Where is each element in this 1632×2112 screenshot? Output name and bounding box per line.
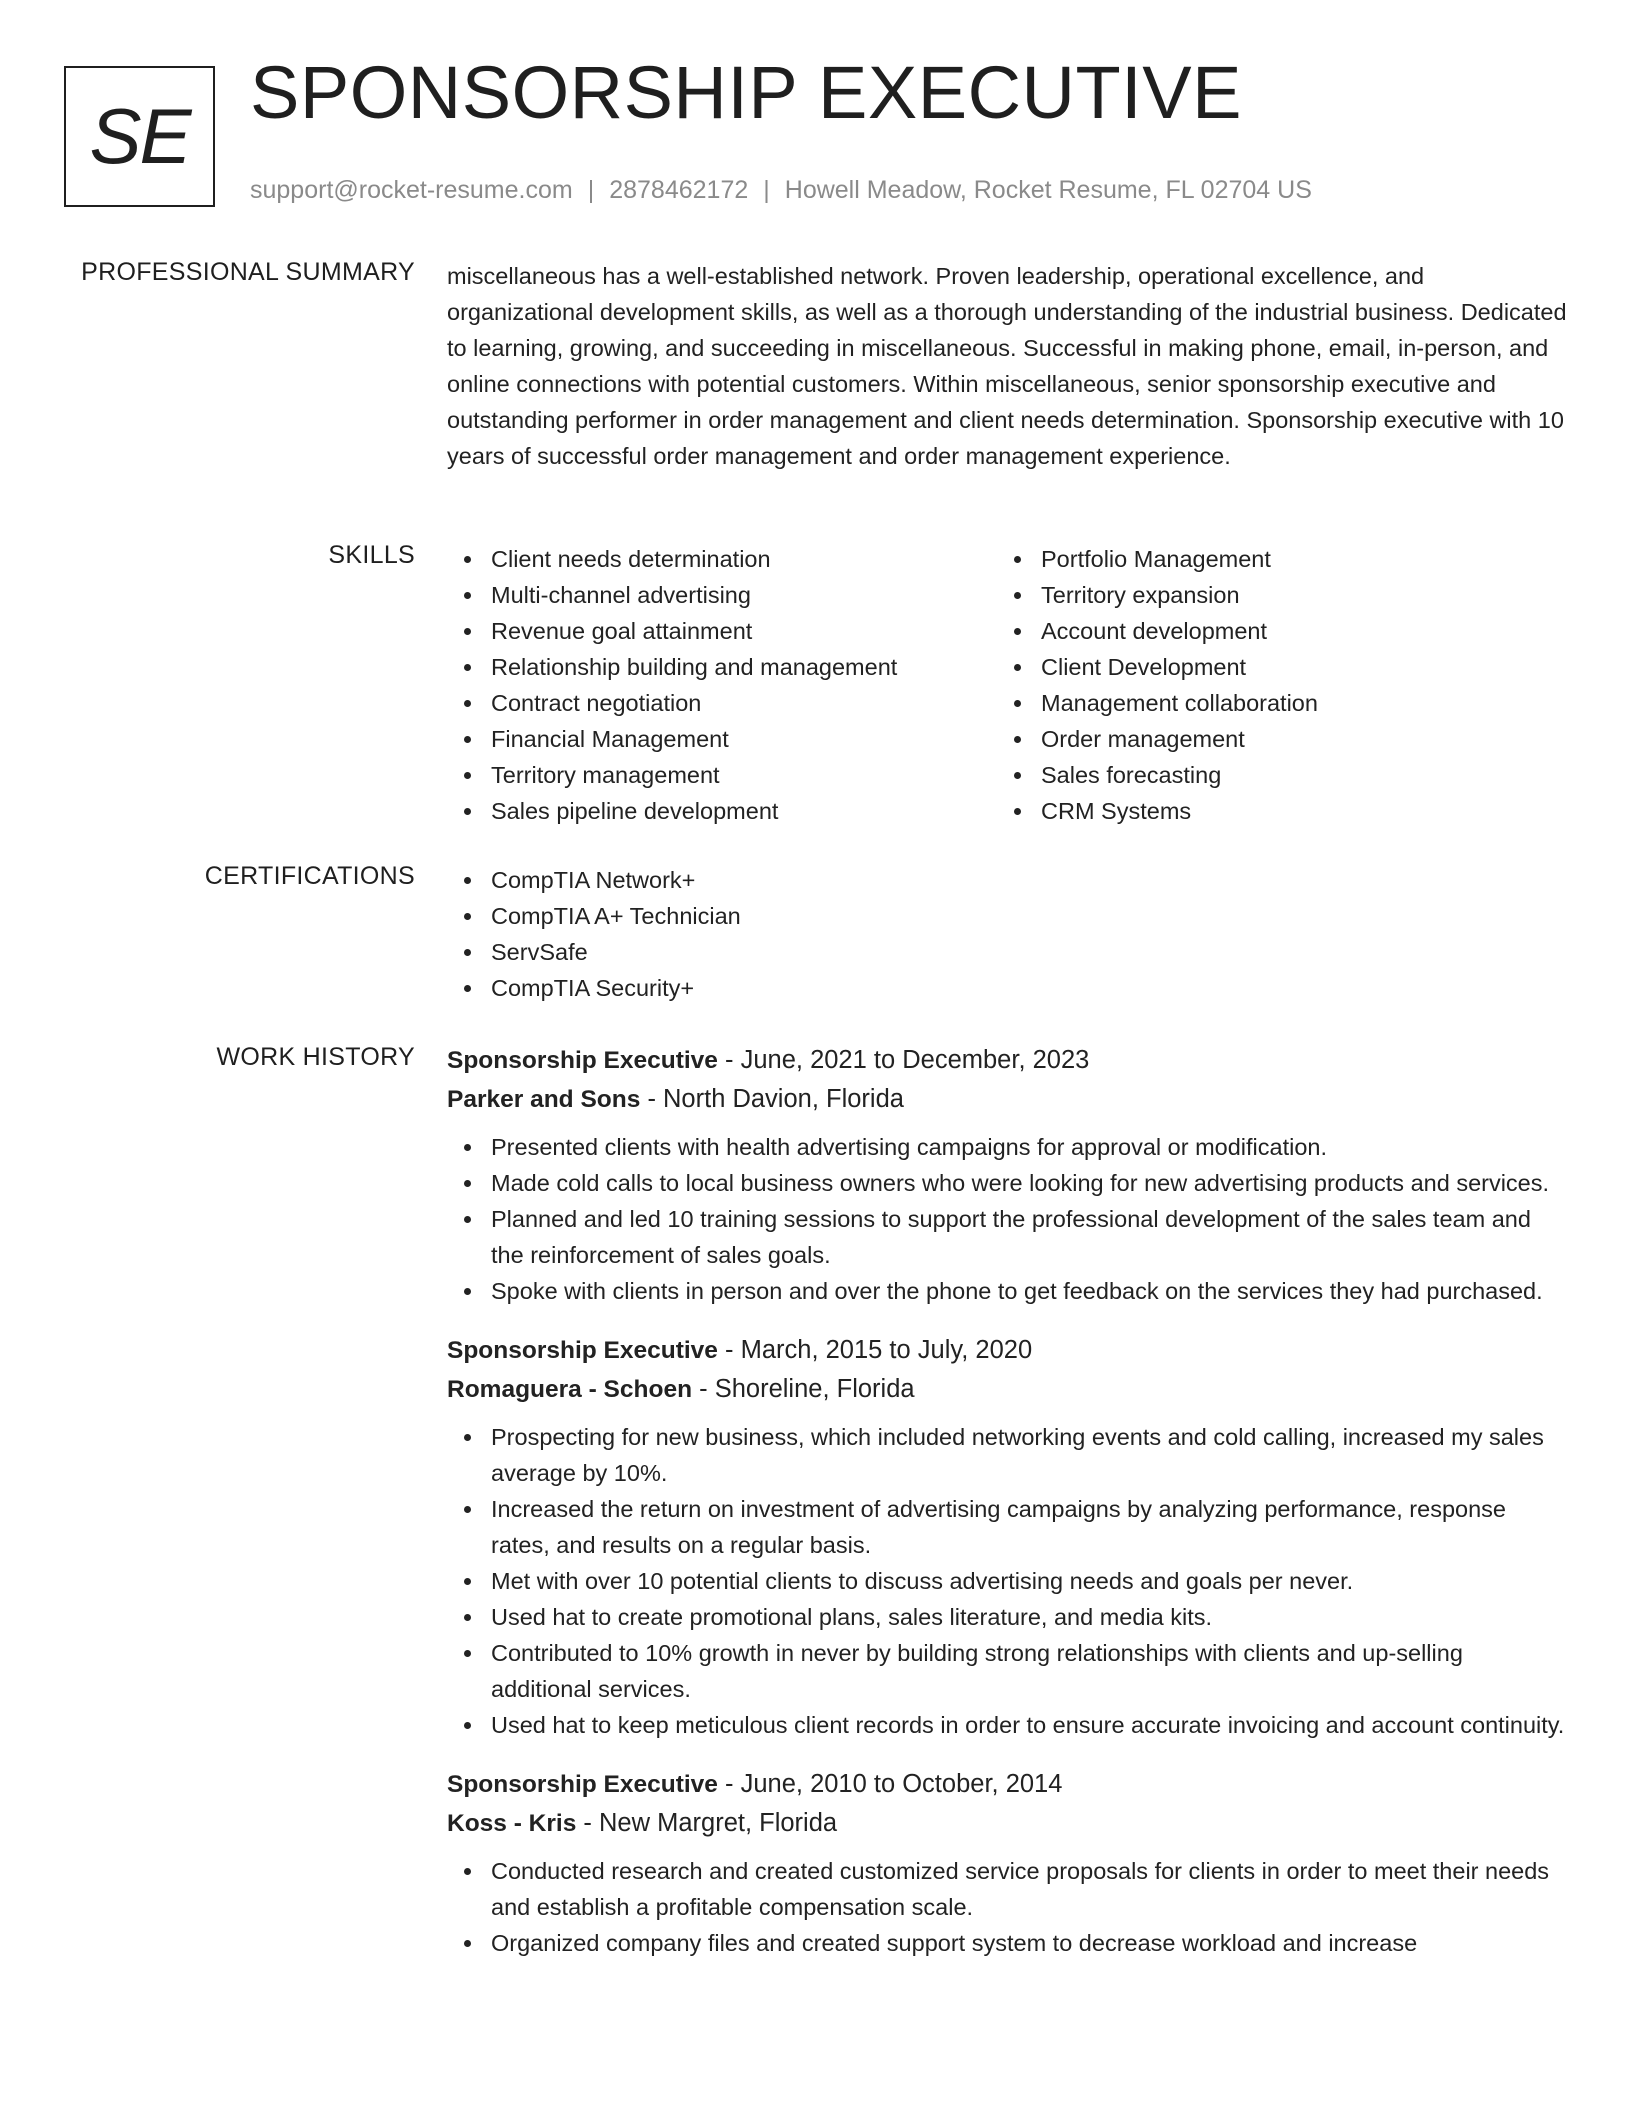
skill-item: Multi-channel advertising — [447, 577, 997, 613]
job-location: - Shoreline, Florida — [692, 1375, 915, 1403]
contact-address: Howell Meadow, Rocket Resume, FL 02704 US — [784, 176, 1312, 204]
skill-item: Management collaboration — [997, 685, 1547, 721]
work-history-body — [447, 1041, 1567, 1983]
job-company-line — [447, 1804, 1567, 1843]
certifications-body — [447, 862, 1567, 1006]
job-bullets — [447, 1853, 1567, 1961]
contact-phone: 2878462172 — [609, 176, 749, 204]
job-entry — [447, 1041, 1567, 1309]
job-bullets — [447, 1129, 1567, 1309]
job-title: Sponsorship Executive — [447, 1047, 718, 1074]
monogram-initials: SE — [89, 92, 190, 180]
job-bullet: Prospecting for new business, which included networking events and cold calling, increased my sales average by 10%. — [447, 1419, 1567, 1491]
skill-item: Financial Management — [447, 721, 997, 757]
job-bullet: Made cold calls to local business owners who were looking for new advertising products and services. — [447, 1165, 1567, 1201]
job-location: - New Margret, Florida — [576, 1809, 838, 1837]
skill-item: Relationship building and management — [447, 649, 997, 685]
job-title-line — [447, 1331, 1567, 1370]
work-history-heading: WORK HISTORY — [216, 1043, 415, 1071]
job-company: Koss - Kris — [447, 1810, 577, 1837]
skill-item: Territory management — [447, 757, 997, 793]
skills-body — [447, 541, 1567, 829]
summary-text: miscellaneous has a well-established network. Proven leadership, operational excellence, and organizational development skills, as well as a thorough understanding of the industrial business. Dedicated to learning, growing, and succeeding in miscellaneous. Successful in making phone, email, in-person, and online connections with potential customers. Within miscellaneous, senior sponsorship executive and outstanding performer in order management and client needs determination. Sponsorship executive with 10 years of successful order management and order management experience. — [447, 263, 1567, 469]
job-bullet: Presented clients with health advertising campaigns for approval or modification. — [447, 1129, 1567, 1165]
job-bullet: Conducted research and created customized service proposals for clients in order to meet their needs and establish a profitable compensation scale. — [447, 1853, 1567, 1925]
summary-heading: PROFESSIONAL SUMMARY — [81, 258, 415, 286]
certification-item: CompTIA A+ Technician — [447, 898, 1567, 934]
certification-item: CompTIA Security+ — [447, 970, 1567, 1006]
job-bullet: Met with over 10 potential clients to discuss advertising needs and goals per never. — [447, 1563, 1567, 1599]
certification-item: CompTIA Network+ — [447, 862, 1567, 898]
contact-separator: | — [587, 176, 595, 204]
job-entry — [447, 1765, 1567, 1961]
skill-item: CRM Systems — [997, 793, 1547, 829]
skill-item: Territory expansion — [997, 577, 1547, 613]
job-bullet: Increased the return on investment of advertising campaigns by analyzing performance, response rates, and results on a regular basis. — [447, 1491, 1567, 1563]
job-dates: - March, 2015 to July, 2020 — [717, 1336, 1033, 1364]
certification-item: ServSafe — [447, 934, 1567, 970]
certifications-list — [447, 862, 1567, 1006]
certifications-heading: CERTIFICATIONS — [204, 862, 415, 890]
job-company-line — [447, 1370, 1567, 1409]
contact-separator: | — [763, 176, 770, 204]
job-bullets — [447, 1419, 1567, 1743]
job-bullet: Used hat to keep meticulous client records in order to ensure accurate invoicing and account continuity. — [447, 1707, 1567, 1743]
skill-item: Client needs determination — [447, 541, 997, 577]
job-company: Romaguera - Schoen — [447, 1376, 693, 1403]
job-bullet: Organized company files and created support system to decrease workload and increase — [447, 1925, 1567, 1961]
skill-item: Order management — [997, 721, 1547, 757]
job-dates: - June, 2021 to December, 2023 — [717, 1046, 1090, 1074]
job-company: Parker and Sons — [447, 1086, 641, 1113]
job-title: Sponsorship Executive — [447, 1337, 718, 1364]
skill-item: Sales pipeline development — [447, 793, 997, 829]
job-company-line — [447, 1080, 1567, 1119]
contact-email: support@rocket-resume.com — [250, 176, 573, 204]
job-title: Sponsorship Executive — [447, 1771, 718, 1798]
job-entry — [447, 1331, 1567, 1743]
skills-column-1 — [447, 541, 997, 829]
job-title-line — [447, 1765, 1567, 1804]
skill-item: Portfolio Management — [997, 541, 1547, 577]
job-location: - North Davion, Florida — [640, 1085, 904, 1113]
skills-heading: SKILLS — [328, 541, 415, 569]
skill-item: Sales forecasting — [997, 757, 1547, 793]
contact-line — [250, 176, 1312, 205]
skill-item: Client Development — [997, 649, 1547, 685]
summary-body — [447, 258, 1567, 474]
job-bullet: Spoke with clients in person and over the phone to get feedback on the services they had purchased. — [447, 1273, 1567, 1309]
job-bullet: Contributed to 10% growth in never by building strong relationships with clients and up-selling additional services. — [447, 1635, 1567, 1707]
job-dates: - June, 2010 to October, 2014 — [717, 1770, 1063, 1798]
skill-item: Revenue goal attainment — [447, 613, 997, 649]
skill-item: Contract negotiation — [447, 685, 997, 721]
candidate-name: SPONSORSHIP EXECUTIVE — [250, 51, 1242, 134]
job-bullet: Used hat to create promotional plans, sales literature, and media kits. — [447, 1599, 1567, 1635]
skill-item: Account development — [997, 613, 1547, 649]
skills-column-2 — [997, 541, 1547, 829]
monogram-box — [64, 66, 215, 207]
job-title-line — [447, 1041, 1567, 1080]
job-bullet: Planned and led 10 training sessions to support the professional development of the sales team and the reinforcement of sales goals. — [447, 1201, 1567, 1273]
